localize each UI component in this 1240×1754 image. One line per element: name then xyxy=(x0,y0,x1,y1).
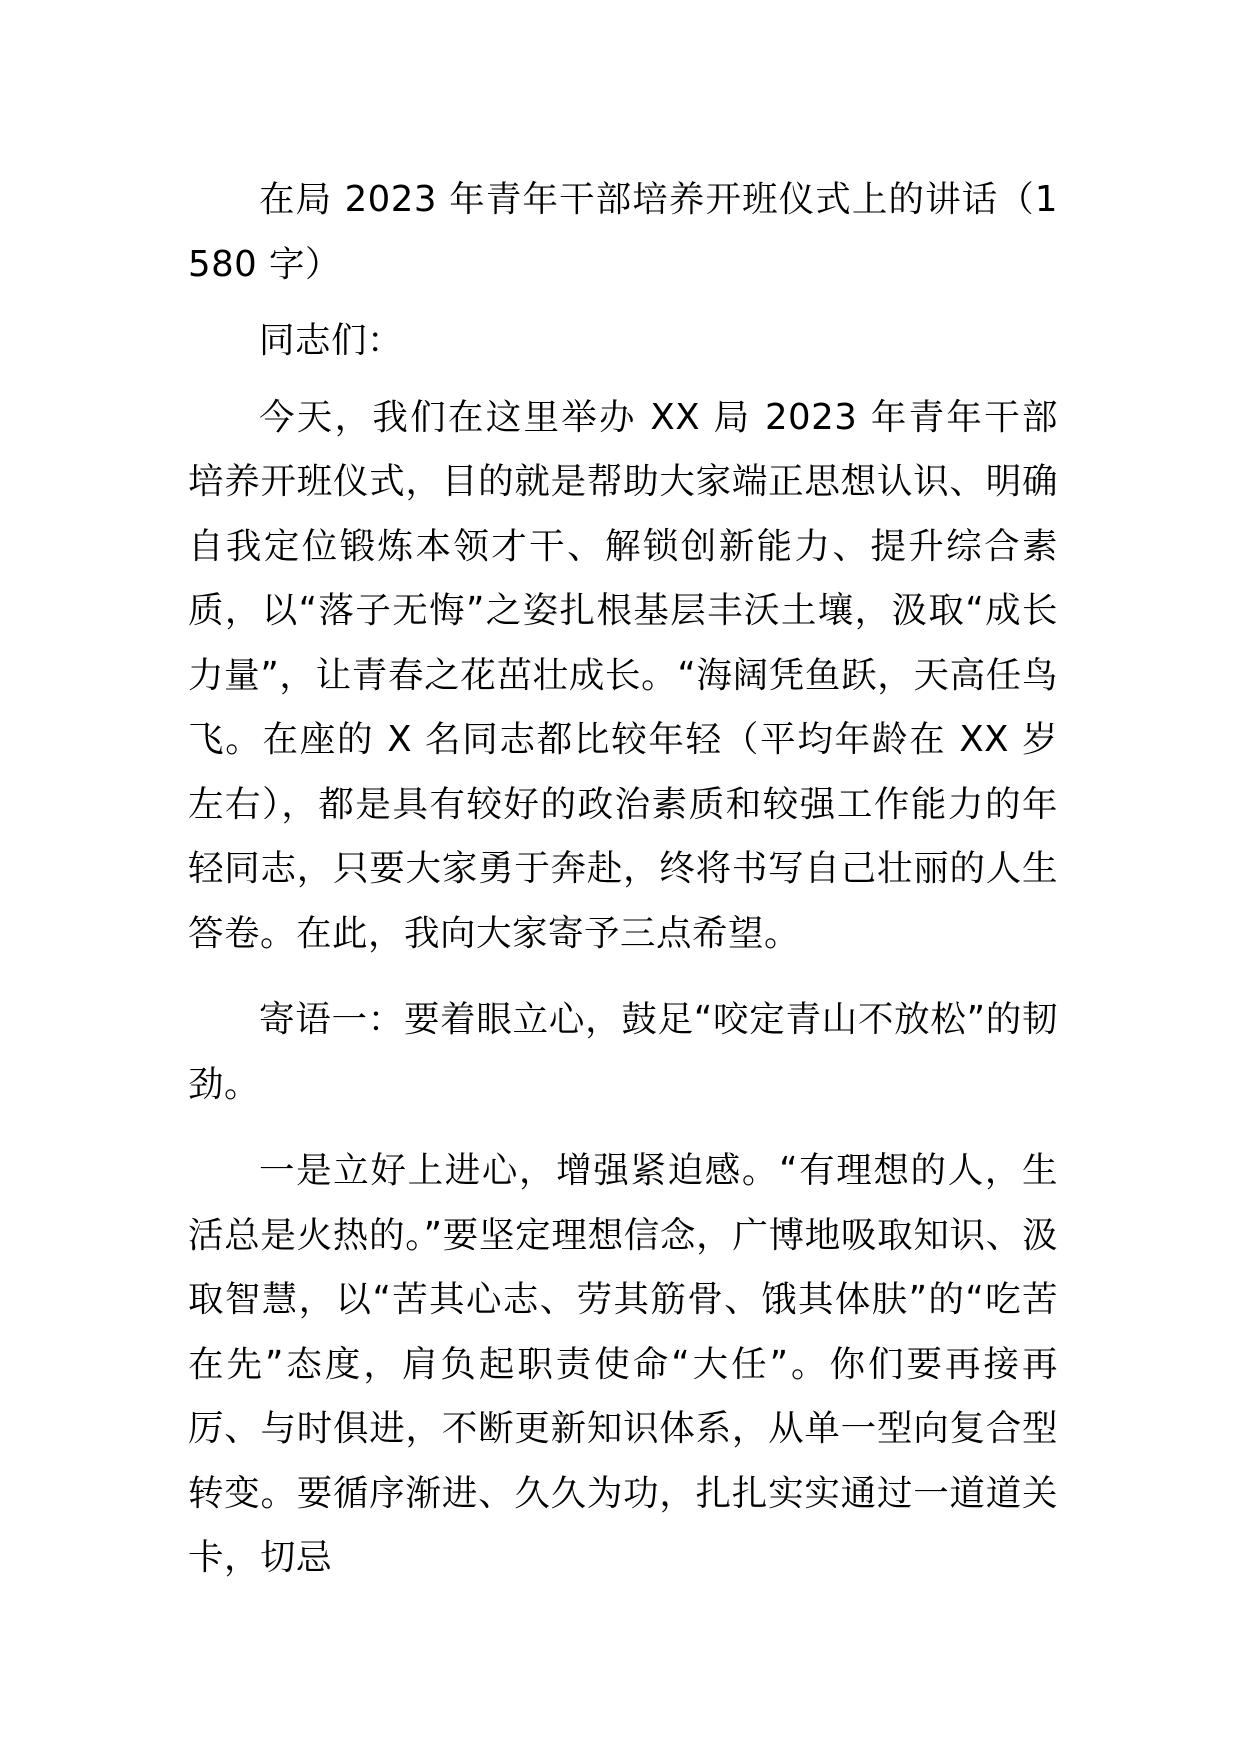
paragraph-opening: 今天，我们在这里举办 XX 局 2023 年青年干部培养开班仪式，目的就是帮助大家端正思想认识、明确自我定位锻炼本领才干、解锁创新能力、提升综合素质，以“落子无悔”之姿扎根基层丰沃土壤，汲取“成长力量”，让青春之花茁壮成长。“海阔凭鱼跃，天高任鸟飞。在座的 X 名同志都比较年轻（平均年龄在 XX 岁左右），都是具有较好的政治素质和较强工作能力的年轻同志，只要大家勇于奔赴，终将书写自己壮丽的人生答卷。在此，我向大家寄予三点希望。 xyxy=(188,396,1058,954)
paragraph-heading-one: 寄语一：要着眼立心，鼓足“咬定青山不放松”的韧劲。 xyxy=(188,999,1058,1105)
salutation: 同志们： xyxy=(259,320,404,361)
paragraph-point-one: 一是立好上进心，增强紧迫感。“有理想的人，生活总是火热的。”要坚定理想信念，广博地吸取知识、汲取智慧，以“苦其心志、劳其筋骨、饿其体肤”的“吃苦在先”态度，肩负起职责使命“大任”。你们要再接再厉、与时俱进，不断更新知识体系，从单一型向复合型转变。要循序渐进、久久为功，扎扎实实通过一道道关卡，切忌 xyxy=(188,1150,1058,1578)
document-title: 在局 2023 年青年干部培养开班仪式上的讲话（1580 字） xyxy=(188,179,1058,285)
document-page xyxy=(188,168,1058,1591)
